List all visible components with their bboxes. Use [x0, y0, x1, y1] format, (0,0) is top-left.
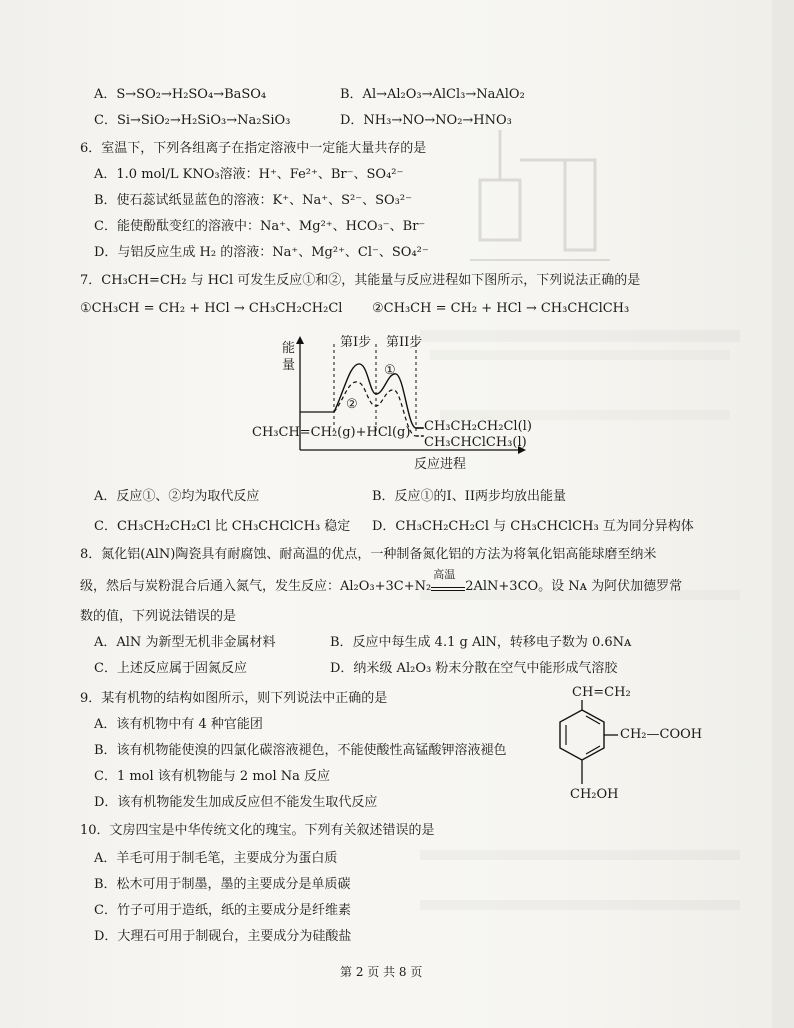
step-1-label: 第I步 — [340, 335, 372, 350]
q8-option-b: B．反应中每生成 4.1 g AlN，转移电子数为 0.6Nᴀ — [330, 635, 632, 650]
q10-option-c: C．竹子可用于造纸，纸的主要成分是纤维素 — [94, 903, 351, 918]
q8-stem-line-1: 8．氮化铝(AlN)陶瓷具有耐腐蚀、耐高温的优点，一种制备氮化铝的方法为将氧化铝高能球磨至纳米 — [80, 547, 657, 562]
q5-option-a: A．S→SO₂→H₂SO₄→BaSO₄ — [94, 87, 267, 102]
q5-option-c: C．Si→SiO₂→H₂SiO₃→Na₂SiO₃ — [94, 113, 291, 128]
q7-option-b: B．反应①的I、II两步均放出能量 — [372, 489, 566, 504]
reactants-label: CH₃CH=CH₂(g)+HCl(g) — [252, 425, 411, 440]
q7-option-d: D．CH₃CH₂CH₂Cl 与 CH₃CHClCH₃ 互为同分异构体 — [372, 519, 694, 534]
q9-option-a: A．该有机物中有 4 种官能团 — [94, 717, 263, 732]
q8-option-d: D．纳米级 Al₂O₃ 粉末分散在空气中能形成气溶胶 — [330, 661, 618, 676]
q10-option-d: D．大理石可用于制砚台，主要成分为硅酸盐 — [94, 929, 352, 944]
y-axis-label: 能量 — [282, 341, 296, 373]
q5-option-d: D．NH₃→NO→NO₂→HNO₃ — [340, 113, 512, 128]
carboxymethyl-group: CH₂—COOH — [620, 727, 703, 742]
reaction-arrow — [431, 568, 465, 596]
q9-option-c: C．1 mol 该有机物能与 2 mol Na 反应 — [94, 769, 331, 784]
q8-option-c: C．上述反应属于固氮反应 — [94, 661, 247, 676]
product-2-label: CH₃CHClCH₃(l) — [424, 435, 527, 450]
step-2-label: 第II步 — [386, 335, 423, 350]
q7-stem: 7．CH₃CH=CH₂ 与 HCl 可发生反应①和②，其能量与反应进程如下图所示，下列说法正确的是 — [80, 273, 641, 288]
product-1-label: CH₃CH₂CH₂Cl(l) — [424, 419, 532, 434]
q9-stem: 9．某有机物的结构如图所示，则下列说法中正确的是 — [80, 691, 388, 706]
q10-stem: 10．文房四宝是中华传统文化的瑰宝。下列有关叙述错误的是 — [80, 823, 435, 838]
equals-line — [431, 590, 465, 591]
q9-option-b: B．该有机物能使溴的四氯化碳溶液褪色，不能使酸性高锰酸钾溶液褪色 — [94, 743, 507, 758]
molecule-structure — [536, 684, 716, 810]
page-number: 第 2 页 共 8 页 — [340, 965, 423, 979]
q8-stem-line-2 — [80, 568, 683, 596]
bleed-through-apparatus — [470, 120, 620, 280]
q9-option-d: D．该有机物能发生加成反应但不能发生取代反应 — [94, 795, 378, 810]
x-axis-label: 反应进程 — [414, 457, 467, 472]
curve-1-marker: ① — [384, 363, 396, 378]
q8-option-a: A．AlN 为新型无机非金属材料 — [94, 635, 276, 650]
benzene-ring — [536, 684, 716, 810]
curve-2-marker: ② — [346, 397, 358, 412]
q6-option-a: A．1.0 mol/L KNO₃溶液：H⁺、Fe²⁺、Br⁻、SO₄²⁻ — [94, 167, 404, 182]
q8-stem-part-b: 2AlN+3CO。设 Nᴀ 为阿伏加德罗常 — [465, 579, 683, 594]
q10-option-a: A．羊毛可用于制毛笔，主要成分为蛋白质 — [94, 851, 338, 866]
q5-option-b: B．Al→Al₂O₃→AlCl₃→NaAlO₂ — [340, 87, 525, 102]
q6-stem: 6．室温下，下列各组离子在指定溶液中一定能大量共存的是 — [80, 141, 427, 156]
vinyl-group: CH=CH₂ — [572, 685, 631, 700]
q7-option-a: A．反应①、②均为取代反应 — [94, 489, 260, 504]
q8-stem-line-3: 数的值，下列说法错误的是 — [80, 609, 237, 624]
hydroxymethyl-group: CH₂OH — [570, 787, 619, 802]
q7-equation-1: ①CH₃CH = CH₂ + HCl → CH₃CH₂CH₂Cl — [80, 301, 343, 316]
q6-option-d: D．与铝反应生成 H₂ 的溶液：Na⁺、Mg²⁺、Cl⁻、SO₄²⁻ — [94, 245, 429, 260]
q6-option-b: B．使石蕊试纸显蓝色的溶液：K⁺、Na⁺、S²⁻、SO₃²⁻ — [94, 193, 412, 208]
energy-diagram — [248, 332, 548, 482]
bleed-through-mark — [420, 900, 740, 910]
q10-option-b: B．松木可用于制墨，墨的主要成分是单质碳 — [94, 877, 351, 892]
q8-stem-part-a: 级，然后与炭粉混合后通入氮气，发生反应：Al₂O₃+3C+N₂ — [80, 579, 432, 594]
q6-option-c: C．能使酚酞变红的溶液中：Na⁺、Mg²⁺、HCO₃⁻、Br⁻ — [94, 219, 426, 234]
reaction-condition: 高温 — [433, 568, 456, 581]
q7-option-c: C．CH₃CH₂CH₂Cl 比 CH₃CHClCH₃ 稳定 — [94, 519, 351, 534]
page-edge — [772, 0, 794, 1028]
q7-equation-2: ②CH₃CH = CH₂ + HCl → CH₃CHClCH₃ — [372, 301, 630, 316]
bleed-through-mark — [420, 850, 740, 860]
equals-line — [431, 587, 465, 588]
